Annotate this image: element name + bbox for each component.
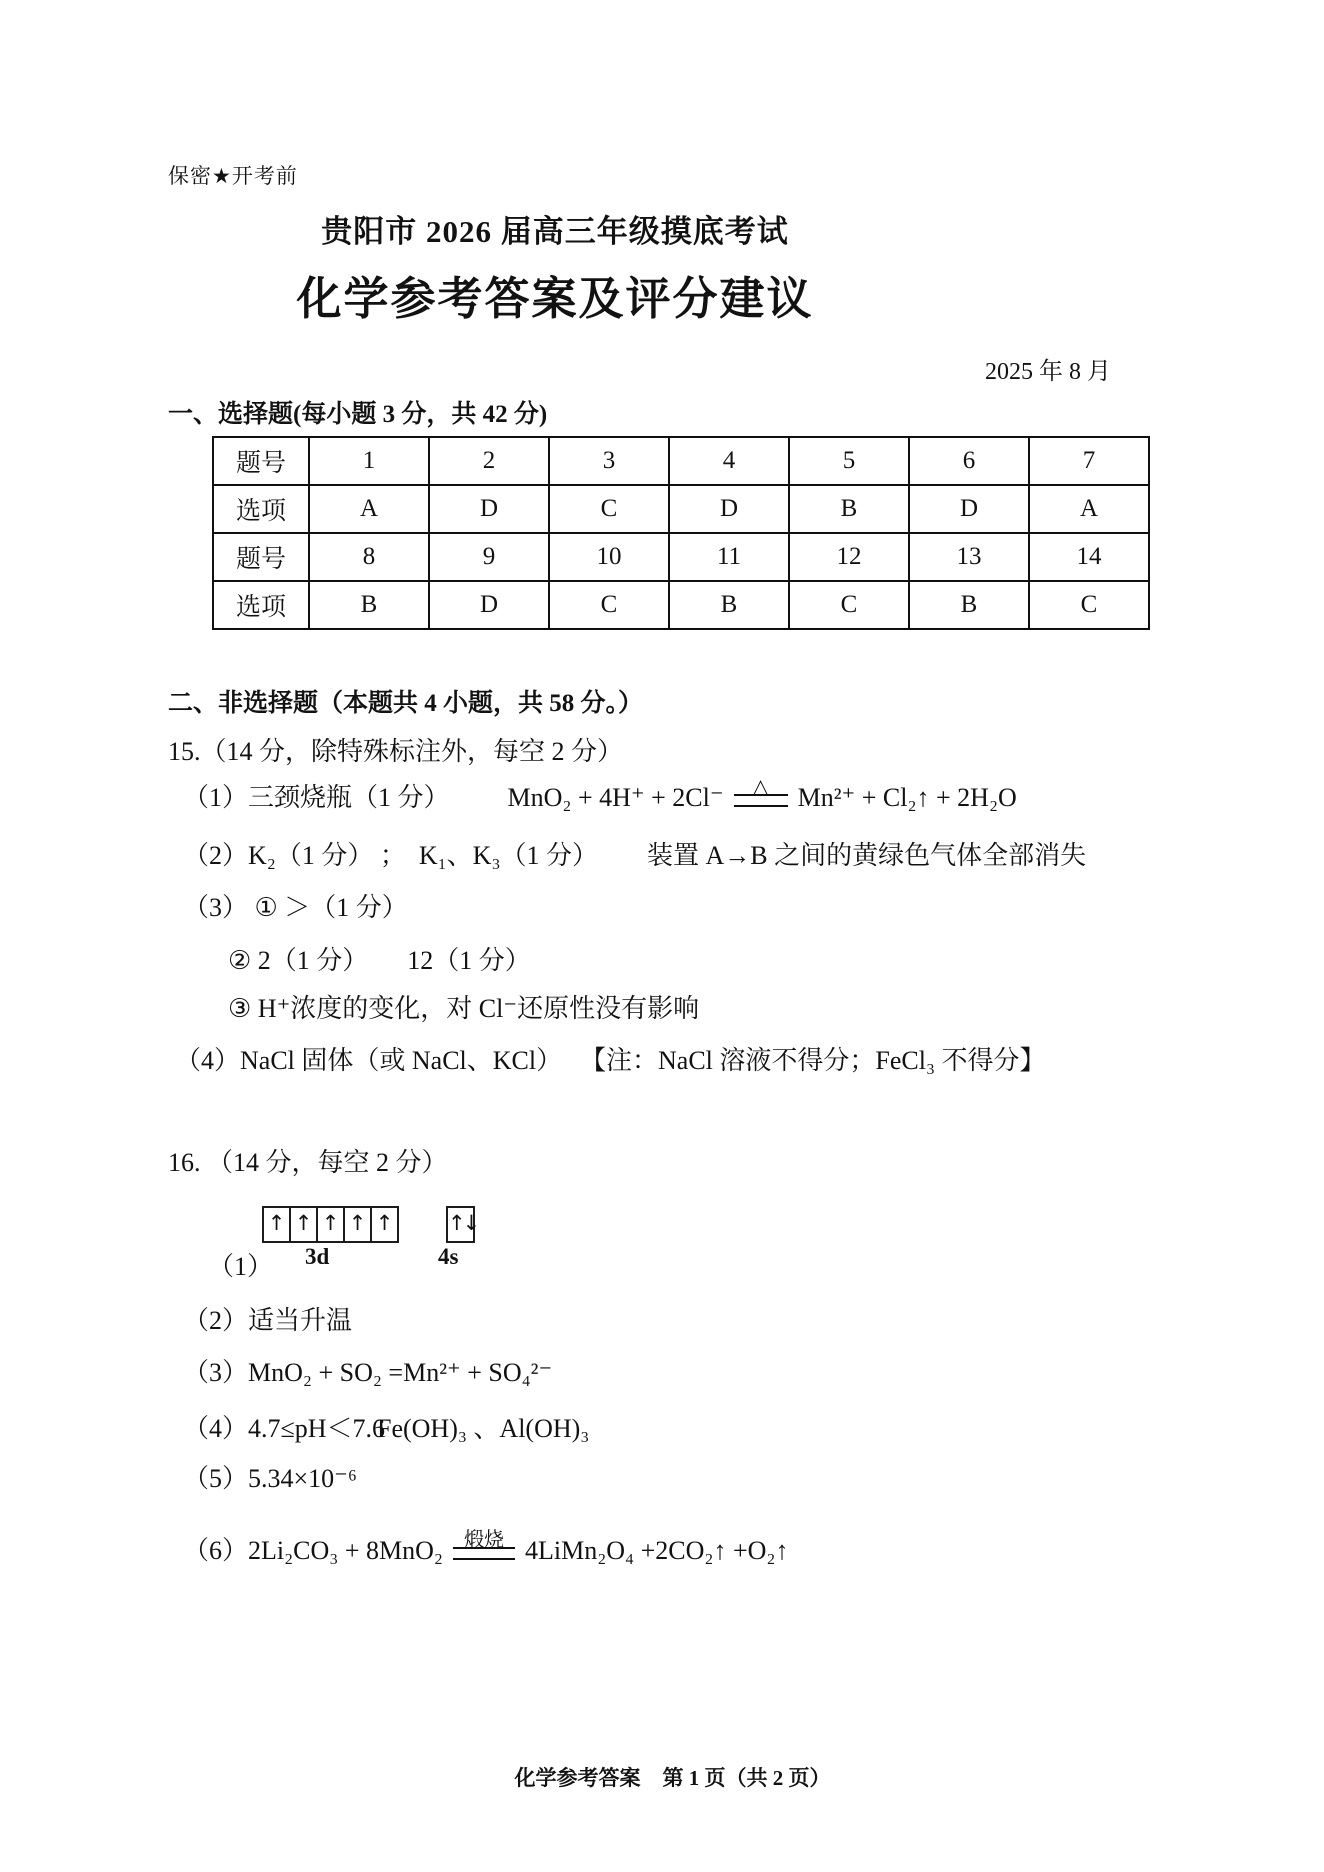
reaction-equals-calcine <box>453 1528 515 1560</box>
question-number-cell: 6 <box>909 437 1029 485</box>
orbital-box-3d: ↑ <box>316 1206 345 1243</box>
q15-part3-item3: ③ H⁺浓度的变化，对 Cl⁻还原性没有影响 <box>228 994 700 1023</box>
row-header: 题号 <box>213 437 309 485</box>
section-2-heading: 二、非选择题（本题共 4 小题，共 58 分。） <box>168 690 644 717</box>
orbital-box-3d: ↑ <box>262 1206 291 1243</box>
answer-cell: C <box>549 485 669 533</box>
page-title: 化学参考答案及评分建议 <box>296 274 814 324</box>
table-row <box>213 437 1149 485</box>
question-number-cell: 1 <box>309 437 429 485</box>
reaction-equals-delta <box>734 775 788 807</box>
q15-part3-item2: ② 2（1 分） 12（1 分） <box>228 946 531 975</box>
q15-part3-item1: （3） ① ＞（1 分） <box>183 893 408 922</box>
answer-cell: A <box>309 485 429 533</box>
question-number-cell: 4 <box>669 437 789 485</box>
q15-part2-answer: （2）K₂（1 分） ； K₁、K₃（1 分） <box>183 841 599 870</box>
row-header: 题号 <box>213 533 309 581</box>
question-number-cell: 11 <box>669 533 789 581</box>
answer-cell: A <box>1029 485 1149 533</box>
orbital-box-3d: ↑ <box>289 1206 318 1243</box>
answer-cell: D <box>669 485 789 533</box>
question-number-cell: 9 <box>429 533 549 581</box>
answer-cell: D <box>429 485 549 533</box>
q16-part6 <box>183 1530 788 1567</box>
orbital-3d-label: 3d <box>305 1244 330 1269</box>
q15-part4-note: 【注：NaCl 溶液不得分；FeCl₃ 不得分】 <box>580 1046 1046 1075</box>
answer-cell: D <box>429 581 549 629</box>
answer-cell: B <box>909 581 1029 629</box>
orbital-box-3d: ↑ <box>370 1206 399 1243</box>
page-footer <box>0 1737 1324 1817</box>
equation-left: MnO₂ + 4H⁺ + 2Cl⁻ <box>507 783 724 812</box>
q16-part1-label: （1） <box>208 1252 274 1281</box>
q15-part1-answer: （1）三颈烧瓶（1 分） <box>183 783 450 812</box>
question-number-cell: 5 <box>789 437 909 485</box>
question-number-cell: 10 <box>549 533 669 581</box>
question-number-cell: 8 <box>309 533 429 581</box>
answer-cell: B <box>309 581 429 629</box>
question-number-cell: 2 <box>429 437 549 485</box>
q15-part4-answer: （4）NaCl 固体（或 NaCl、KCl） <box>175 1046 563 1075</box>
answer-table <box>212 436 1150 630</box>
equation-right: Mn²⁺ + Cl₂↑ + 2H₂O <box>797 783 1017 812</box>
delta-condition: △ <box>752 775 769 798</box>
equation-left: （6）2Li₂CO₃ + 8MnO₂ <box>183 1536 443 1565</box>
footer-doc-name: 化学参考答案 <box>514 1766 641 1790</box>
question-number-cell: 13 <box>909 533 1029 581</box>
q15-title: 15.（14 分，除特殊标注外，每空 2 分） <box>168 737 624 766</box>
q16-part5-answer: （5）5.34×10⁻⁶ <box>183 1464 357 1493</box>
q16-part4-answer-b: Fe(OH)₃ 、Al(OH)₃ <box>377 1414 590 1443</box>
question-number-cell: 7 <box>1029 437 1149 485</box>
answer-cell: B <box>789 485 909 533</box>
orbital-box-3d: ↑ <box>343 1206 372 1243</box>
answer-cell: D <box>909 485 1029 533</box>
table-row <box>213 533 1149 581</box>
q16-part4-answer: （4）4.7≤pH＜7.6 <box>183 1414 386 1443</box>
exam-date: 2025 年 8 月 <box>985 359 1111 385</box>
footer-page-info: 第 1 页（共 2 页） <box>662 1766 831 1790</box>
exam-title: 贵阳市 2026 届高三年级摸底考试 <box>321 214 789 249</box>
table-row <box>213 485 1149 533</box>
answer-cell: C <box>1029 581 1149 629</box>
row-header: 选项 <box>213 485 309 533</box>
question-number-cell: 12 <box>789 533 909 581</box>
orbital-box-4s: ↑↓ <box>446 1206 475 1243</box>
table-row <box>213 581 1149 629</box>
orbital-4s-label: 4s <box>438 1244 459 1269</box>
calcination-condition: 煅烧 <box>463 1528 504 1551</box>
q16-title: 16. （14 分，每空 2 分） <box>168 1148 448 1177</box>
question-number-cell: 14 <box>1029 533 1149 581</box>
answer-cell: B <box>669 581 789 629</box>
q16-part2-answer: （2）适当升温 <box>183 1306 353 1335</box>
row-header: 选项 <box>213 581 309 629</box>
answer-cell: C <box>789 581 909 629</box>
q15-part2-note: 装置 A→B 之间的黄绿色气体全部消失 <box>647 841 1087 870</box>
section-1-heading: 一、选择题(每小题 3 分，共 42 分) <box>168 401 548 428</box>
orbital-diagram <box>262 1206 478 1243</box>
question-number-cell: 3 <box>549 437 669 485</box>
q16-part3-answer: （3）MnO₂ + SO₂ =Mn²⁺ + SO₄²⁻ <box>183 1358 553 1387</box>
security-notice: 保密★开考前 <box>168 164 298 188</box>
equation-right: 4LiMn₂O₄ +2CO₂↑ +O₂↑ <box>524 1536 789 1565</box>
answer-cell: C <box>549 581 669 629</box>
q15-part1 <box>183 777 1017 814</box>
